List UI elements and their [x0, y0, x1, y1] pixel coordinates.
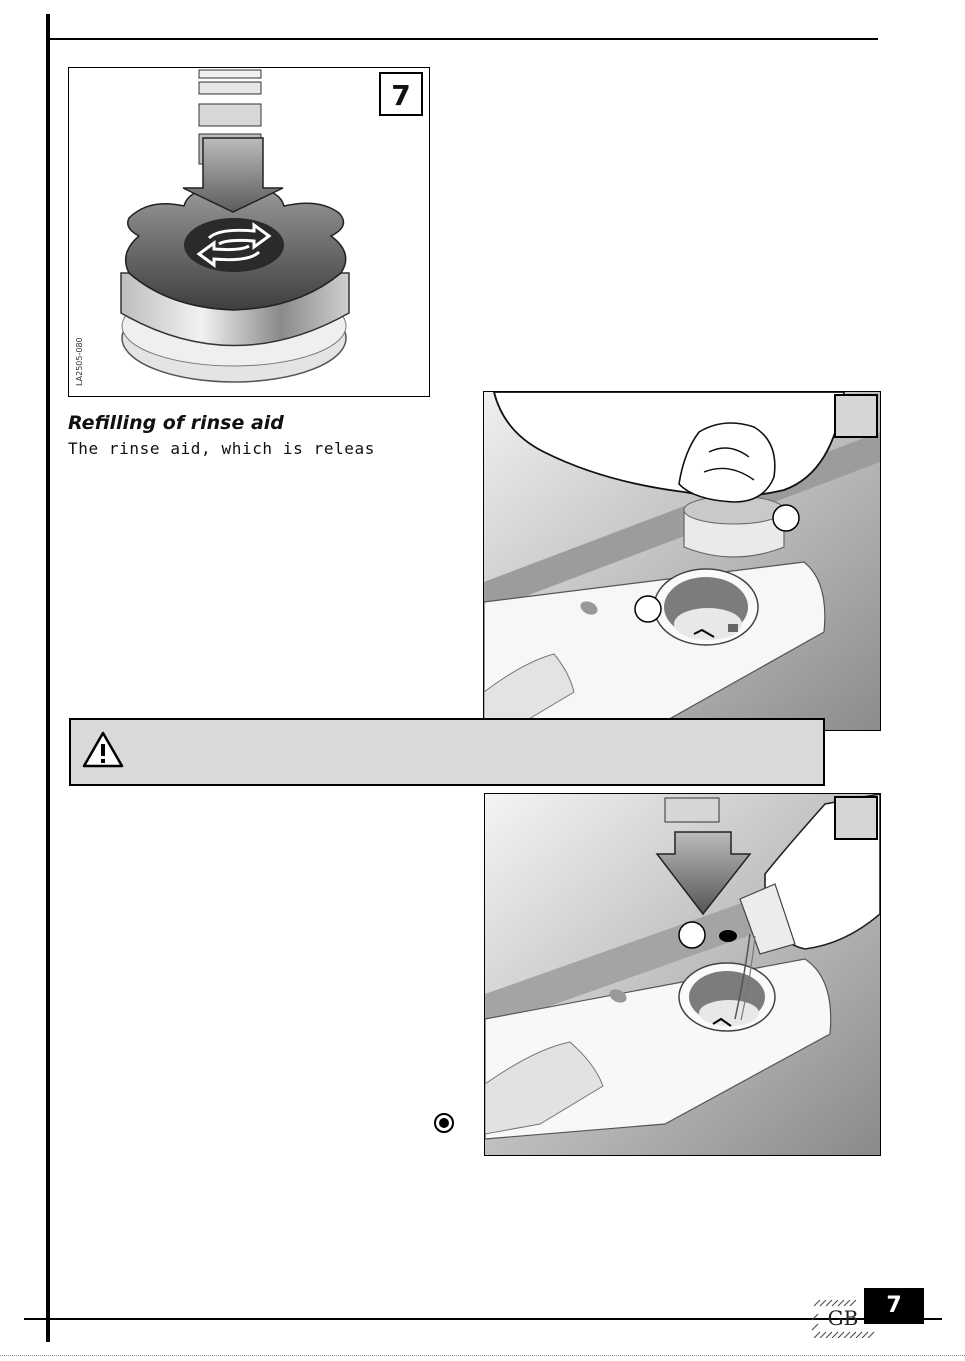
figure-open-dispenser [483, 391, 881, 731]
cap-illustration [69, 68, 429, 396]
warning-box [69, 718, 825, 786]
figure-number-box-3 [834, 796, 878, 840]
language-code: GB [827, 1306, 859, 1330]
left-margin-rule [46, 14, 50, 1342]
page-edge-dotted-line [0, 1355, 965, 1356]
figure-pour-rinse-aid [484, 793, 881, 1156]
figure-7-cap [68, 67, 430, 397]
image-code: LA2505-080 [75, 337, 84, 386]
body-text: The rinse aid, which is releas [68, 439, 375, 458]
top-rule [50, 38, 878, 40]
figure-number-7: 7 [379, 72, 423, 116]
pour-rinse-aid-illustration [485, 794, 880, 1155]
page-number: 7 [864, 1288, 924, 1324]
bottom-rule [24, 1318, 942, 1320]
open-dispenser-illustration [484, 392, 880, 730]
radio-indicator-icon [433, 1112, 455, 1134]
warning-triangle-icon [81, 730, 125, 770]
section-heading: Refilling of rinse aid [68, 412, 284, 434]
figure-number-box-2 [834, 394, 878, 438]
